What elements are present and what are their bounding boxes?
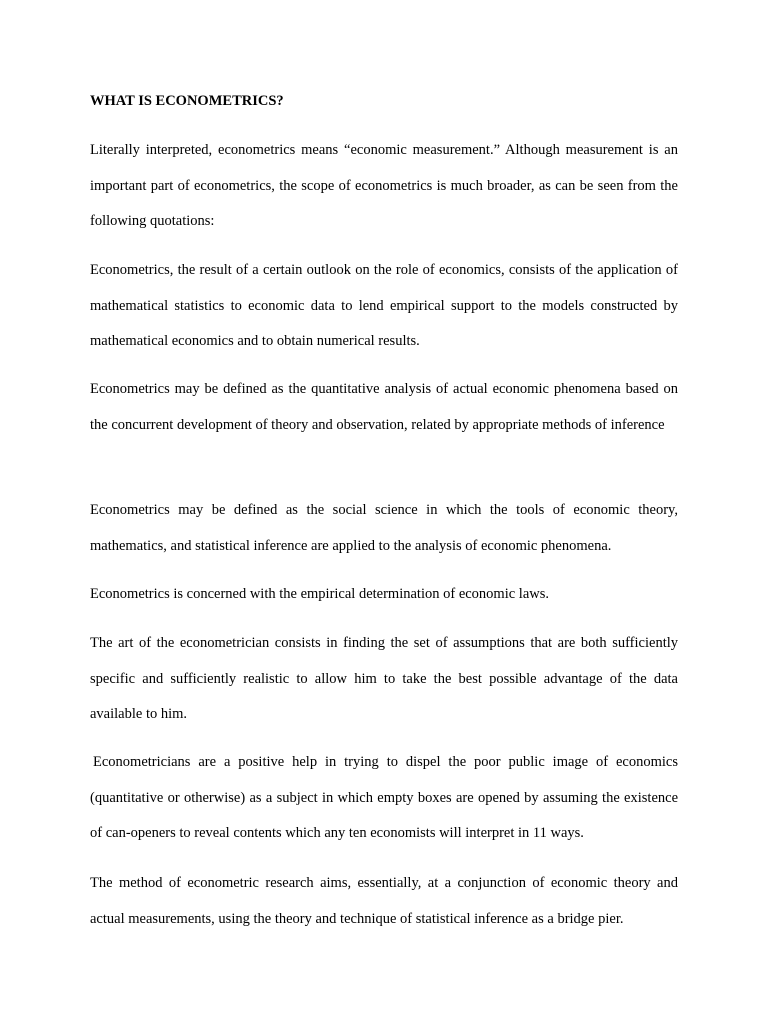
document-heading: WHAT IS ECONOMETRICS? [90,93,284,109]
paragraph-quote-1: Econometrics, the result of a certain outlook on the role of economics, consists of the application of mathematical statistics to economic data to lend empirical support to the models constructed by mathematical economics and to obtain numerical results. [90,262,678,350]
paragraph-quote-5: The art of the econometrician consists in finding the set of assumptions that are both sufficiently specific and sufficiently realistic to allow him to take the best possible advantage of the data available to him. [90,635,678,723]
paragraph-definition: Literally interpreted, econometrics means “economic measurement.” Although measurement is an important part of econometrics, the scope of econometrics is much broader, as can be seen from the following quotations: [90,142,678,230]
paragraph-quote-6: Econometricians are a positive help in trying to dispel the poor public image of economics (quantitative or otherwise) as a subject in which empty boxes are opened by assuming the existence of can-openers to reveal contents which any ten economists will interpret in 11 ways. [90,754,678,842]
paragraph-quote-7: The method of econometric research aims, essentially, at a conjunction of economic theory and actual measurements, using the theory and technique of statistical inference as a bridge pier. [90,875,678,927]
paragraph-quote-2: Econometrics may be defined as the quantitative analysis of actual economic phenomena based on the concurrent development of theory and observation, related by appropriate methods of inference [90,381,678,433]
paragraph-quote-4: Econometrics is concerned with the empirical determination of economic laws. [90,586,550,602]
paragraph-quote-3: Econometrics may be defined as the social science in which the tools of economic theory, mathematics, and statistical inference are applied to the analysis of economic phenomena. [90,502,678,554]
